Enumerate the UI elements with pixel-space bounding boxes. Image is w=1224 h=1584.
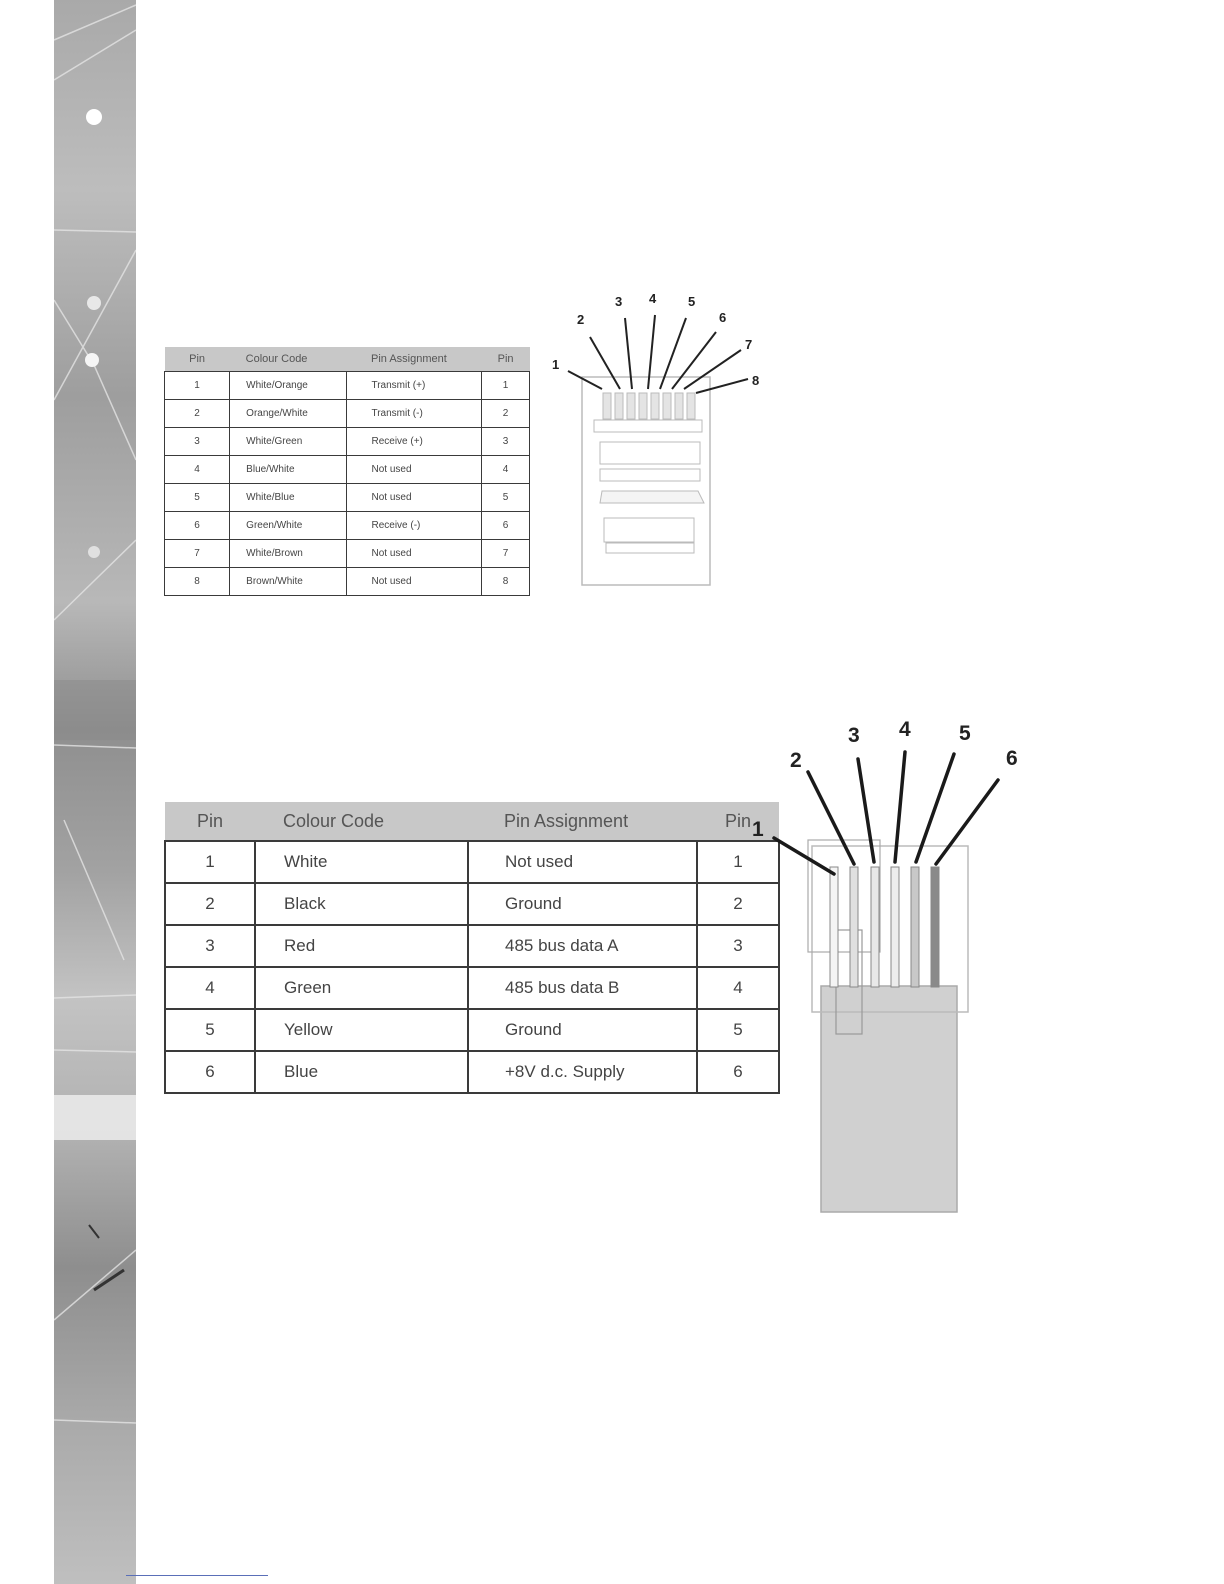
- cell-pin-assignment: Not used: [347, 568, 482, 596]
- table-row: [165, 841, 779, 883]
- column-header-colour-code: Colour Code: [255, 802, 468, 841]
- cell-pin: 6: [482, 512, 530, 540]
- table-row: [165, 484, 530, 512]
- pin-label-6: 6: [1006, 747, 1018, 770]
- cell-pin: 6: [697, 1051, 779, 1093]
- cell-pin: 5: [697, 1009, 779, 1051]
- table-row: [165, 540, 530, 568]
- rj12-connector-diagram: [740, 712, 1040, 1222]
- cell-pin: 4: [697, 967, 779, 1009]
- cell-pin: 7: [165, 540, 230, 568]
- cell-colour-code: Black: [255, 883, 468, 925]
- cell-pin-assignment: Ground: [468, 1009, 697, 1051]
- column-header-pin-assignment: Pin Assignment: [468, 802, 697, 841]
- cell-pin: 2: [165, 883, 255, 925]
- cell-pin-assignment: +8V d.c. Supply: [468, 1051, 697, 1093]
- rj45-pinout-table: [164, 347, 530, 596]
- table-row: [165, 1009, 779, 1051]
- cell-pin: 8: [482, 568, 530, 596]
- cell-pin: 3: [697, 925, 779, 967]
- cell-pin: 4: [165, 456, 230, 484]
- cell-pin: 6: [165, 512, 230, 540]
- table-header-row: [165, 347, 530, 372]
- cell-pin: 7: [482, 540, 530, 568]
- cell-pin: 2: [697, 883, 779, 925]
- pin-label-2: 2: [790, 749, 802, 772]
- cell-pin-assignment: Receive (-): [347, 512, 482, 540]
- table-row: [165, 883, 779, 925]
- column-header-colour-code: Colour Code: [230, 347, 347, 372]
- cell-pin-assignment: Not used: [347, 456, 482, 484]
- cell-pin-assignment: Receive (+): [347, 428, 482, 456]
- cell-pin: 1: [482, 372, 530, 400]
- cell-pin-assignment: 485 bus data A: [468, 925, 697, 967]
- pin-label-8: 8: [752, 373, 760, 388]
- cell-pin: 1: [165, 841, 255, 883]
- cell-colour-code: White/Green: [230, 428, 347, 456]
- cell-colour-code: Red: [255, 925, 468, 967]
- pin-label-4: 4: [899, 718, 911, 741]
- table-row: [165, 1051, 779, 1093]
- cell-pin-assignment: 485 bus data B: [468, 967, 697, 1009]
- table-row: [165, 456, 530, 484]
- cell-pin-assignment: Transmit (+): [347, 372, 482, 400]
- table-row: [165, 372, 530, 400]
- cell-pin: 2: [482, 400, 530, 428]
- table-row: [165, 428, 530, 456]
- pin-label-3: 3: [615, 294, 623, 309]
- table-header-row: [165, 802, 779, 841]
- cell-pin: 5: [165, 1009, 255, 1051]
- pin-label-2: 2: [577, 312, 585, 327]
- cell-pin: 1: [165, 372, 230, 400]
- cell-pin: 6: [165, 1051, 255, 1093]
- cell-pin: 4: [165, 967, 255, 1009]
- cell-colour-code: Green/White: [230, 512, 347, 540]
- cell-pin: 5: [165, 484, 230, 512]
- cell-colour-code: White: [255, 841, 468, 883]
- cell-colour-code: White/Orange: [230, 372, 347, 400]
- column-header-pin: Pin: [165, 347, 230, 372]
- pin-label-5: 5: [959, 722, 971, 745]
- cell-pin: 3: [165, 428, 230, 456]
- cell-pin-assignment: Not used: [468, 841, 697, 883]
- cell-pin: 8: [165, 568, 230, 596]
- pin-label-1: 1: [752, 818, 764, 841]
- cell-pin-assignment: Not used: [347, 540, 482, 568]
- table-row: [165, 568, 530, 596]
- cell-pin: 2: [165, 400, 230, 428]
- pin-label-3: 3: [848, 724, 860, 747]
- cell-colour-code: Blue/White: [230, 456, 347, 484]
- column-header-pin-assignment: Pin Assignment: [347, 347, 482, 372]
- pin-label-7: 7: [745, 337, 753, 352]
- table-row: [165, 925, 779, 967]
- decorative-side-strip: [54, 0, 136, 1584]
- pin-label-5: 5: [688, 294, 696, 309]
- cell-pin: 3: [165, 925, 255, 967]
- table-row: [165, 967, 779, 1009]
- cell-colour-code: White/Blue: [230, 484, 347, 512]
- column-header-pin: Pin: [697, 802, 779, 841]
- cell-pin: 1: [697, 841, 779, 883]
- pin-label-4: 4: [649, 291, 657, 306]
- cell-colour-code: Brown/White: [230, 568, 347, 596]
- pin-label-1: 1: [552, 357, 560, 372]
- footer-link-underline: [126, 1575, 268, 1576]
- cell-colour-code: Orange/White: [230, 400, 347, 428]
- cell-pin-assignment: Not used: [347, 484, 482, 512]
- cell-colour-code: Blue: [255, 1051, 468, 1093]
- pin-label-6: 6: [719, 310, 727, 325]
- column-header-pin: Pin: [165, 802, 255, 841]
- rj12-pinout-table: [164, 802, 780, 1094]
- table-row: [165, 512, 530, 540]
- cell-pin-assignment: Ground: [468, 883, 697, 925]
- cell-colour-code: Yellow: [255, 1009, 468, 1051]
- cell-pin: 3: [482, 428, 530, 456]
- table-row: [165, 400, 530, 428]
- rj45-connector-diagram: [548, 285, 768, 595]
- cell-pin-assignment: Transmit (-): [347, 400, 482, 428]
- column-header-pin: Pin: [482, 347, 530, 372]
- cell-colour-code: White/Brown: [230, 540, 347, 568]
- cell-pin: 5: [482, 484, 530, 512]
- cell-pin: 4: [482, 456, 530, 484]
- cell-colour-code: Green: [255, 967, 468, 1009]
